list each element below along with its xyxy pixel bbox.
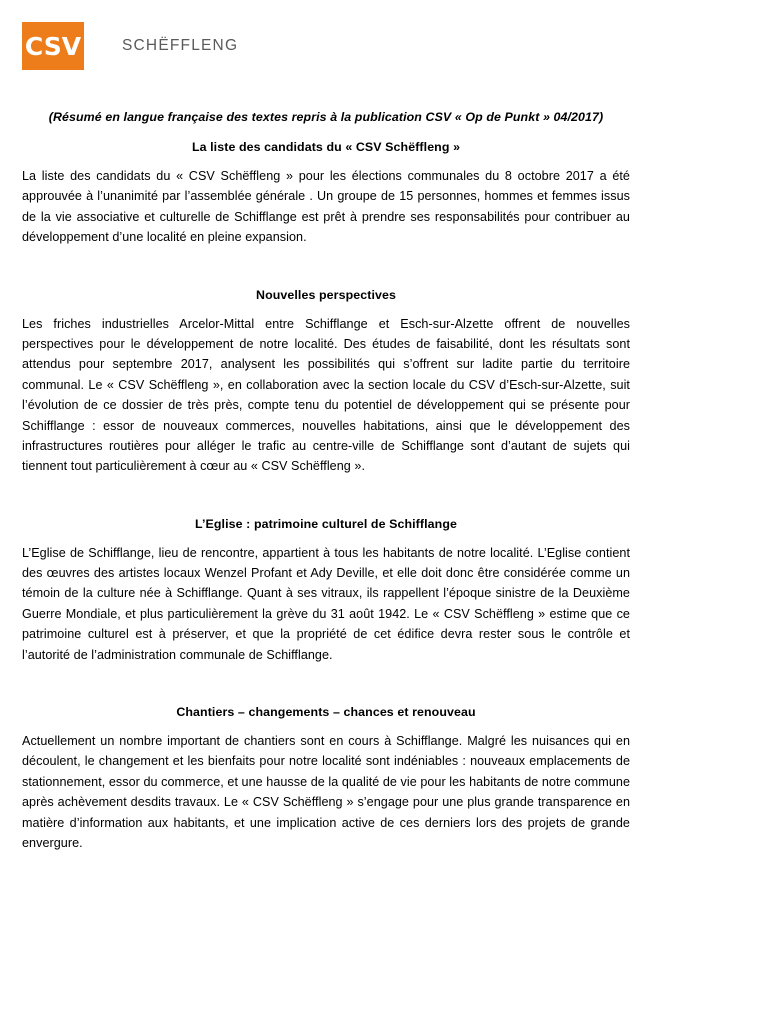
section-paragraph-eglise: L’Eglise de Schifflange, lieu de rencontre, appartient à tous les habitants de notre localité. L’Eglise contient des œuvres des artistes locaux Wenzel Profant et Ady Deville, et elle doit donc être considérée comme un témoin de la culture née à Schifflange. Quant à ses vitraux, ils rappellent l’époque sinistre de la Deuxième Guerre Mondiale, et plus particulièrement la grève du 31 août 1942. Le « CSV Schëffleng » estime que ce patrimoine culturel est à préserver, et que la propriété de cet édifice devra rester sous le contrôle et l’autorité de l’administration communale de Schifflange. xyxy=(22,545,630,662)
section-title-candidates: La liste des candidats du « CSV Schëffleng » xyxy=(191,140,461,154)
document-body xyxy=(22,110,630,859)
csv-logo xyxy=(22,22,84,70)
section-title-chantiers: Chantiers – changements – chances et renouveau xyxy=(176,705,476,720)
section-title-eglise: L’Eglise : patrimoine culturel de Schifflange xyxy=(195,516,457,531)
section-paragraph-chantiers: Actuellement un nombre important de chantiers sont en cours à Schifflange. Malgré les nuisances qui en découlent, le changement et les bienfaits pour notre localité sont indéniables : nouveaux emplacements de stationnement, essor du commerce, et une hausse de la qualité de vie pour les habitants de notre commune après achèvement desdits travaux. Le « CSV Schëffleng » s’engage pour une plus grande transparence en matière d’information aux habitants, et une implication active de ces derniers lors des projets de grande envergure. xyxy=(22,734,630,850)
spacer xyxy=(22,254,630,288)
document-header xyxy=(22,22,238,70)
intro-note: (Résumé en langue française des textes repris à la publication CSV « Op de Punkt » 04/2017) xyxy=(48,110,604,124)
section-title-perspectives: Nouvelles perspectives xyxy=(256,287,396,302)
logo-text: CSV xyxy=(24,31,82,61)
section-paragraph-candidates: La liste des candidats du « CSV Schëffleng » pour les élections communales du 8 octobre 2017 a été approuvée à l’unanimité par l’assemblée générale . Un groupe de 15 personnes, hommes et femmes issus de la vie associative et culturelle de Schifflange est prêt à prendre ses responsabilités pour contribuer au développement d’une localité en pleine expansion. xyxy=(22,169,630,245)
spacer xyxy=(22,671,630,705)
brand-name: SCHËFFLENG xyxy=(122,37,239,54)
spacer xyxy=(22,483,630,517)
section-paragraph-perspectives: Les friches industrielles Arcelor-Mittal entre Schifflange et Esch-sur-Alzette offrent de nouvelles perspectives pour le développement de notre localité. Des études de faisabilité, dont les résultats sont attendus pour septembre 2017, analysent les possibilités qui s’offrent sur ladite partie du territoire communal. Le « CSV Schëffleng », en collaboration avec la section locale du CSV d’Esch-sur-Alzette, suit l’évolution de ce dossier de très près, compte tenu du potentiel de développement qui se présente pour Schifflange : essor de nouveaux commerces, nouvelles habitations, ainsi que le développement des infrastructures routières pour alléger le trafic au centre-ville de Schifflange sont d’autant de sujets qui tiennent tout particulièrement à cœur au « CSV Schëffleng ». xyxy=(22,316,630,474)
